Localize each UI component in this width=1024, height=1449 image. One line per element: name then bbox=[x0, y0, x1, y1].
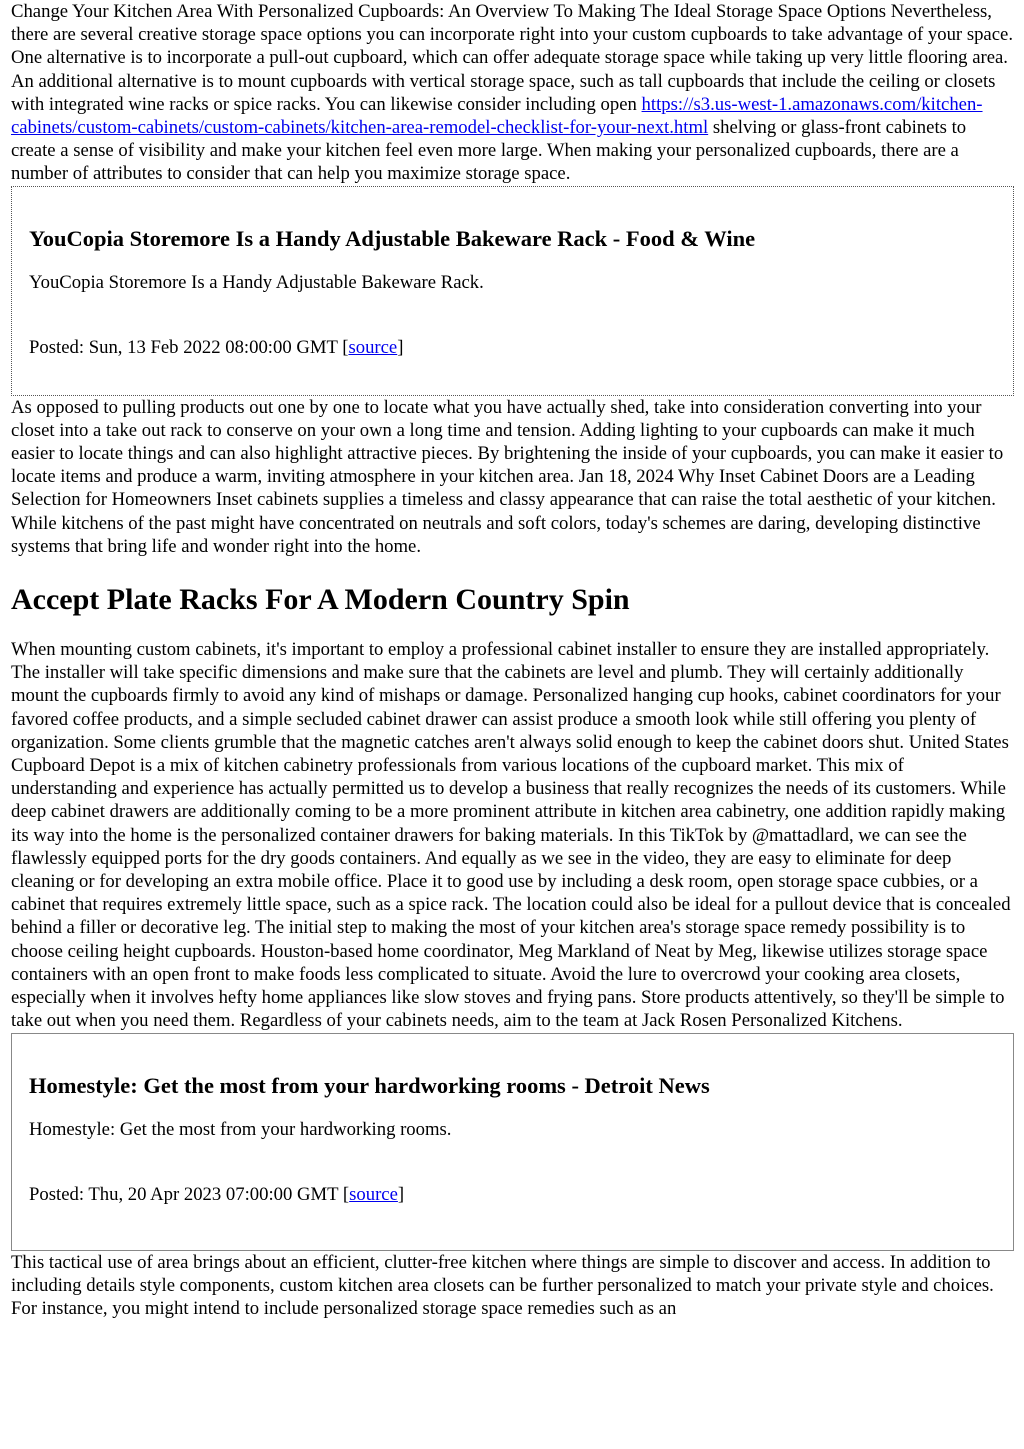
news-card-food-wine bbox=[11, 186, 1014, 396]
news-card-description: Homestyle: Get the most from your hardworking rooms. bbox=[29, 1118, 452, 1140]
news-card-title: Homestyle: Get the most from your hardworking rooms - Detroit News bbox=[29, 1072, 710, 1098]
news-card-title: YouCopia Storemore Is a Handy Adjustable Bakeware Rack - Food & Wine bbox=[29, 225, 756, 251]
posted-date: Posted: Thu, 20 Apr 2023 07:00:00 GMT [ bbox=[29, 1183, 350, 1205]
posted-bracket: ] bbox=[397, 1183, 405, 1205]
intro-text-before-link: Change Your Kitchen Area With Personalized Cupboards: An Overview To Making The Ideal Storage Space Options Nevertheless, there are several creative storage space options you can incorporate right into your custom cupboards to take advantage of your space. One alternative is to incorporate a pull-out cupboard, which can offer adequate storage space while taking up very little flooring area. An additional alternative is to mount cupboards with vertical storage space, such as tall cupboards that include the ceiling or closets with integrated wine racks or spice racks. You can likewise consider including open bbox=[11, 1, 1013, 115]
news-card-posted bbox=[29, 1183, 996, 1206]
cabinets-checklist-link[interactable]: https://s3.us-west-1.amazonaws.com/kitchen-cabinets/custom-cabinets/custom-cabinets/kitchen-area-remodel-checklist-for-your-next.html bbox=[11, 93, 983, 139]
intro-paragraph bbox=[11, 0, 1014, 186]
body-paragraph-2: As opposed to pulling products out one by one to locate what you have actually shed, take into consideration converting into your closet into a take out rack to conserve on your own a long time and tension. Adding lighting to your cupboards can make it much easier to locate things and can also highlight attractive pieces. By brightening the inside of your cupboards, you can make it easier to locate items and produce a warm, inviting atmosphere in your kitchen area. Jan 18, 2024 Why Inset Cabinet Doors are a Leading Selection for Homeowners Inset cabinets supplies a timeless and classy appearance that can raise the total aesthetic of your kitchen. While kitchens of the past might have concentrated on neutrals and soft colors, today's schemes are daring, developing distinctive systems that bring life and wonder right into the home. bbox=[11, 396, 1004, 557]
body-paragraph-4: This tactical use of area brings about an efficient, clutter-free kitchen where things are simple to discover and access. In addition to including details style components, custom kitchen area closets can be further personalized to match your private style and choices. For instance, you might intend to include personalized storage space remedies such as an bbox=[11, 1251, 994, 1319]
news-card-posted bbox=[29, 336, 996, 359]
source-link[interactable]: source bbox=[349, 1183, 398, 1205]
news-card-detroit-news bbox=[11, 1033, 1014, 1251]
section-heading: Accept Plate Racks For A Modern Country Spin bbox=[11, 583, 630, 617]
intro-text-after-link: shelving or glass-front cabinets to create a sense of visibility and make your kitchen feel even more large. When making your personalized cupboards, there are a number of attributes to consider that can help you maximize storage space. bbox=[11, 117, 967, 185]
posted-date: Posted: Sun, 13 Feb 2022 08:00:00 GMT [ bbox=[29, 336, 349, 358]
news-card-description: YouCopia Storemore Is a Handy Adjustable Bakeware Rack. bbox=[29, 271, 484, 293]
source-link[interactable]: source bbox=[348, 336, 398, 358]
posted-bracket: ] bbox=[397, 336, 404, 358]
body-paragraph-3: When mounting custom cabinets, it's important to employ a professional cabinet installer to ensure they are installed appropriately. The installer will take specific dimensions and make sure that the cabinets are level and plumb. They will certainly additionally mount the cupboards firmly to avoid any kind of mishaps or damage. Personalized hanging cup hooks, cabinet coordinators for your favored coffee products, and a simple secluded cabinet drawer can assist produce a smooth look while still offering you plenty of organization. Some clients grumble that the magnetic catches aren't always solid enough to keep the cabinet doors shut. United States Cupboard Depot is a mix of kitchen cabinetry professionals from various locations of the cupboard market. This mix of understanding and experience has actually permitted us to develop a business that really recognizes the needs of its customers. While deep cabinet drawers are additionally coming to be a more prominent attribute in kitchen area cabinetry, one addition rapidly making its way into the home is the personalized container drawers for baking materials. In this TikTok by @mattadlard, we can see the flawlessly equipped ports for the dry goods containers. And equally as we see in the video, they are easy to eliminate for deep cleaning or for developing an extra mobile office. Place it to good use by including a desk room, open storage space cubbies, or a cabinet that requires extremely little space, such as a spice rack. The location could also be ideal for a pullout device that is concealed behind a filler or decorative leg. The initial step to making the most of your kitchen area's storage space remedy possibility is to choose ceiling height cupboards. Houston-based home coordinator, Meg Markland of Neat by Meg, likewise utilizes storage space containers with an open front to make foods less complicated to situate. Avoid the lure to overcrowd your cooking area closets, especially when it involves hefty home appliances like slow stoves and frying pans. Store products attentively, so they'll be simple to take out when you need them. Regardless of your cabinets needs, aim to the team at Jack Rosen Personalized Kitchens. bbox=[11, 639, 1011, 1032]
